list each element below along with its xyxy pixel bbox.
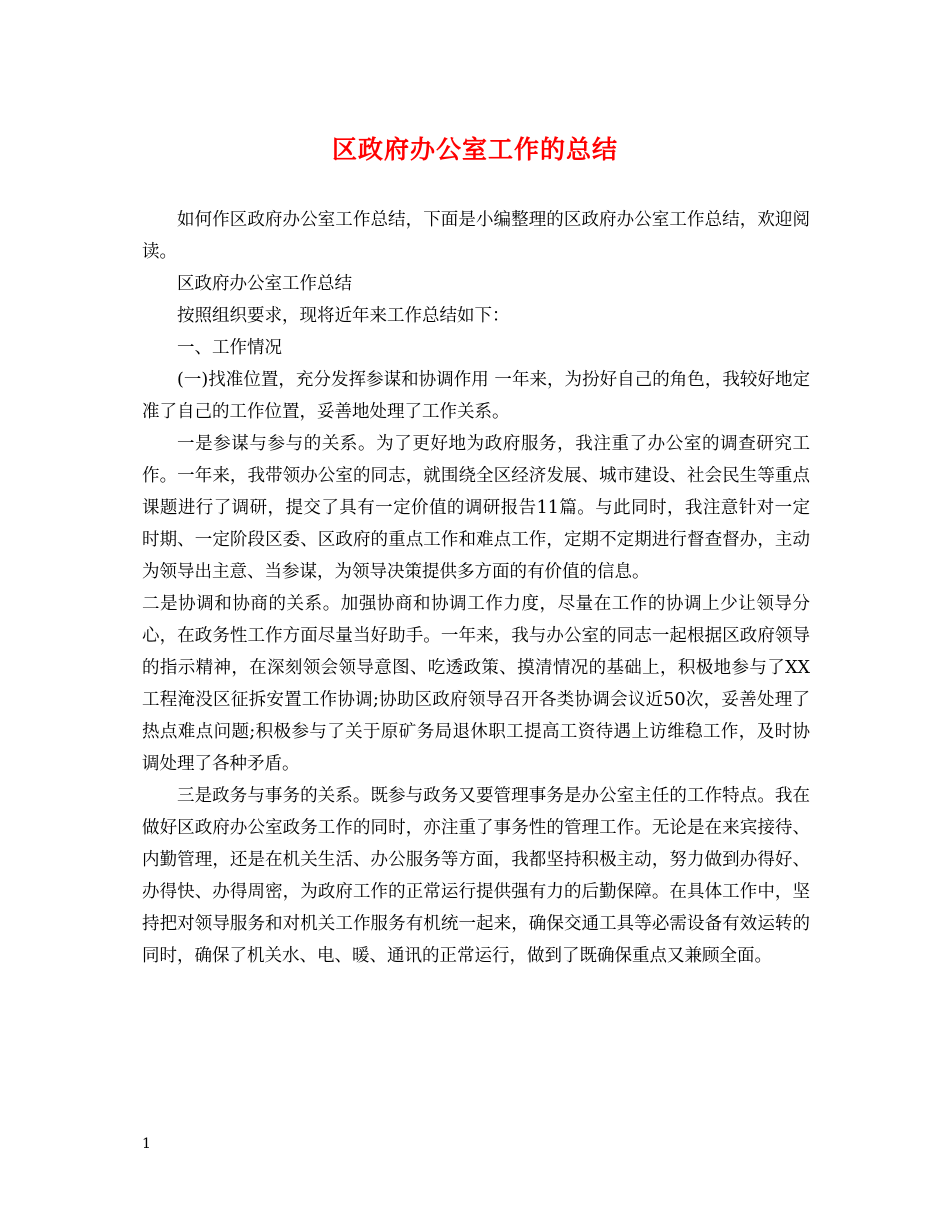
section-heading-work-status: 一、工作情况 [177, 338, 282, 358]
subsection-paragraph-positioning: (一)找准位置，充分发挥参谋和协调作用 一年来，为扮好自己的角色，我较好地定准了自己的工作位置，妥善地处理了工作关系。 [142, 370, 810, 422]
document-title: 区政府办公室工作的总结 [331, 135, 618, 164]
summary-lead-paragraph: 按照组织要求，现将近年来工作总结如下： [177, 306, 510, 326]
paragraph-advisory-relation: 一是参谋与参与的关系。为了更好地为政府服务，我注重了办公室的调查研究工作。一年来，我带领办公室的同志，就围绕全区经济发展、城市建设、社会民生等重点课题进行了调研，提交了具有一定价值的调研报告11篇。与此同时，我注意针对一定时期、一定阶段区委、区政府的重点工作和难点工作，定期不定期进行督查督办，主动为领导出主意、当参谋，为领导决策提供多方面的有价值的信息。 [142, 434, 810, 582]
document-body [142, 204, 810, 972]
page-number: 1 [142, 1136, 151, 1152]
subtitle-paragraph: 区政府办公室工作总结 [177, 274, 352, 294]
intro-paragraph: 如何作区政府办公室工作总结，下面是小编整理的区政府办公室工作总结，欢迎阅读。 [142, 210, 810, 262]
paragraph-coordination-relation: 二是协调和协商的关系。加强协商和协调工作力度，尽量在工作的协调上少让领导分心，在政务性工作方面尽量当好助手。一年来，我与办公室的同志一起根据区政府领导的指示精神，在深刻领会领导意图、吃透政策、摸清情况的基础上，积极地参与了XX工程淹没区征拆安置工作协调;协助区政府领导召开各类协调会议近50次，妥善处理了热点难点问题;积极参与了关于原矿务局退休职工提高工资待遇上访维稳工作，及时协调处理了各种矛盾。 [142, 594, 810, 774]
paragraph-affairs-relation: 三是政务与事务的关系。既参与政务又要管理事务是办公室主任的工作特点。我在做好区政府办公室政务工作的同时，亦注重了事务性的管理工作。无论是在来宾接待、内勤管理，还是在机关生活、办公服务等方面，我都坚持积极主动，努力做到办得好、办得快、办得周密，为政府工作的正常运行提供强有力的后勤保障。在具体工作中，坚持把对领导服务和对机关工作服务有机统一起来，确保交通工具等必需设备有效运转的同时，确保了机关水、电、暖、通讯的正常运行，做到了既确保重点又兼顾全面。 [142, 786, 810, 966]
